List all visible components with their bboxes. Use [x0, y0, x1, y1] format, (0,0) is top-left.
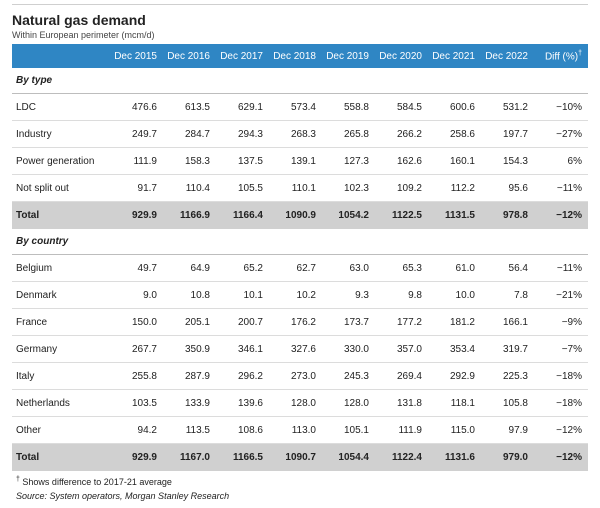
gas-demand-table	[12, 44, 588, 471]
table-row	[12, 175, 588, 202]
value-cell: 127.3	[322, 148, 375, 175]
total-row	[12, 202, 588, 230]
value-cell: 531.2	[481, 94, 534, 121]
value-cell: 176.2	[269, 309, 322, 336]
value-cell: 266.2	[375, 121, 428, 148]
value-cell: 131.8	[375, 390, 428, 417]
value-cell: 173.7	[322, 309, 375, 336]
column-header-dec-2019: Dec 2019	[322, 44, 375, 68]
value-cell: 49.7	[110, 255, 163, 282]
value-cell: 9.3	[322, 282, 375, 309]
value-cell: 94.2	[110, 417, 163, 444]
value-cell: 979.0	[481, 444, 534, 472]
value-cell: 65.2	[216, 255, 269, 282]
column-header-label	[12, 44, 110, 68]
value-cell: 1054.4	[322, 444, 375, 472]
value-cell: 558.8	[322, 94, 375, 121]
value-cell: 269.4	[375, 363, 428, 390]
diff-cell: −9%	[534, 309, 588, 336]
value-cell: 600.6	[428, 94, 481, 121]
page-title: Natural gas demand	[12, 12, 146, 28]
value-cell: 1166.4	[216, 202, 269, 230]
row-label: Industry	[12, 121, 110, 148]
value-cell: 160.1	[428, 148, 481, 175]
row-label: France	[12, 309, 110, 336]
row-label: Italy	[12, 363, 110, 390]
section-heading-row	[12, 229, 588, 255]
row-label: Germany	[12, 336, 110, 363]
value-cell: 1166.9	[163, 202, 216, 230]
table-row	[12, 390, 588, 417]
value-cell: 154.3	[481, 148, 534, 175]
column-header-dec-2020: Dec 2020	[375, 44, 428, 68]
row-label: Other	[12, 417, 110, 444]
table-row	[12, 309, 588, 336]
row-label: Total	[12, 202, 110, 230]
value-cell: 268.3	[269, 121, 322, 148]
value-cell: 1166.5	[216, 444, 269, 472]
row-label: Total	[12, 444, 110, 472]
page-subtitle: Within European perimeter (mcm/d)	[12, 30, 155, 40]
diff-cell: −12%	[534, 202, 588, 230]
diff-cell: −12%	[534, 417, 588, 444]
value-cell: 97.9	[481, 417, 534, 444]
value-cell: 10.0	[428, 282, 481, 309]
value-cell: 249.7	[110, 121, 163, 148]
row-label: LDC	[12, 94, 110, 121]
column-header-dec-2022: Dec 2022	[481, 44, 534, 68]
table-row	[12, 282, 588, 309]
diff-cell: 6%	[534, 148, 588, 175]
row-label: Denmark	[12, 282, 110, 309]
value-cell: 205.1	[163, 309, 216, 336]
top-divider	[12, 4, 588, 5]
value-cell: 103.5	[110, 390, 163, 417]
value-cell: 63.0	[322, 255, 375, 282]
value-cell: 245.3	[322, 363, 375, 390]
value-cell: 327.6	[269, 336, 322, 363]
value-cell: 1122.5	[375, 202, 428, 230]
value-cell: 629.1	[216, 94, 269, 121]
total-row	[12, 444, 588, 472]
value-cell: 95.6	[481, 175, 534, 202]
value-cell: 113.5	[163, 417, 216, 444]
section-heading: By type	[12, 68, 588, 94]
value-cell: 613.5	[163, 94, 216, 121]
diff-cell: −11%	[534, 255, 588, 282]
value-cell: 111.9	[375, 417, 428, 444]
diff-header-text: Diff (%)	[544, 51, 579, 63]
table-body	[12, 68, 588, 471]
table-row	[12, 148, 588, 175]
value-cell: 105.1	[322, 417, 375, 444]
value-cell: 292.9	[428, 363, 481, 390]
value-cell: 273.0	[269, 363, 322, 390]
value-cell: 258.6	[428, 121, 481, 148]
value-cell: 267.7	[110, 336, 163, 363]
value-cell: 294.3	[216, 121, 269, 148]
row-label: Netherlands	[12, 390, 110, 417]
value-cell: 110.1	[269, 175, 322, 202]
diff-header-marker: †	[578, 49, 582, 57]
table-header-row	[12, 44, 588, 68]
column-header-diff	[534, 44, 588, 68]
value-cell: 255.8	[110, 363, 163, 390]
value-cell: 1054.2	[322, 202, 375, 230]
column-header-dec-2021: Dec 2021	[428, 44, 481, 68]
source-note: Source: System operators, Morgan Stanley Research	[16, 491, 230, 501]
row-label: Belgium	[12, 255, 110, 282]
value-cell: 158.3	[163, 148, 216, 175]
table-row	[12, 363, 588, 390]
value-cell: 573.4	[269, 94, 322, 121]
value-cell: 1131.5	[428, 202, 481, 230]
row-label: Power generation	[12, 148, 110, 175]
value-cell: 10.2	[269, 282, 322, 309]
value-cell: 111.9	[110, 148, 163, 175]
value-cell: 91.7	[110, 175, 163, 202]
value-cell: 10.1	[216, 282, 269, 309]
value-cell: 133.9	[163, 390, 216, 417]
column-header-dec-2017: Dec 2017	[216, 44, 269, 68]
value-cell: 296.2	[216, 363, 269, 390]
footnote-text: Shows difference to 2017-21 average	[22, 477, 172, 487]
diff-cell: −7%	[534, 336, 588, 363]
value-cell: 476.6	[110, 94, 163, 121]
value-cell: 1167.0	[163, 444, 216, 472]
value-cell: 56.4	[481, 255, 534, 282]
value-cell: 108.6	[216, 417, 269, 444]
value-cell: 9.0	[110, 282, 163, 309]
table-row	[12, 94, 588, 121]
value-cell: 584.5	[375, 94, 428, 121]
footnote-marker: †	[16, 476, 20, 483]
value-cell: 115.0	[428, 417, 481, 444]
diff-cell: −21%	[534, 282, 588, 309]
value-cell: 929.9	[110, 202, 163, 230]
column-header-dec-2016: Dec 2016	[163, 44, 216, 68]
value-cell: 978.8	[481, 202, 534, 230]
value-cell: 350.9	[163, 336, 216, 363]
value-cell: 105.8	[481, 390, 534, 417]
diff-cell: −12%	[534, 444, 588, 472]
section-heading: By country	[12, 229, 588, 255]
value-cell: 181.2	[428, 309, 481, 336]
value-cell: 9.8	[375, 282, 428, 309]
table-row	[12, 121, 588, 148]
value-cell: 150.0	[110, 309, 163, 336]
value-cell: 102.3	[322, 175, 375, 202]
value-cell: 128.0	[269, 390, 322, 417]
value-cell: 225.3	[481, 363, 534, 390]
value-cell: 166.1	[481, 309, 534, 336]
diff-cell: −18%	[534, 363, 588, 390]
value-cell: 1122.4	[375, 444, 428, 472]
value-cell: 65.3	[375, 255, 428, 282]
value-cell: 200.7	[216, 309, 269, 336]
column-header-dec-2018: Dec 2018	[269, 44, 322, 68]
value-cell: 929.9	[110, 444, 163, 472]
row-label: Not split out	[12, 175, 110, 202]
value-cell: 118.1	[428, 390, 481, 417]
column-header-dec-2015: Dec 2015	[110, 44, 163, 68]
value-cell: 287.9	[163, 363, 216, 390]
value-cell: 10.8	[163, 282, 216, 309]
value-cell: 64.9	[163, 255, 216, 282]
value-cell: 162.6	[375, 148, 428, 175]
table-row	[12, 417, 588, 444]
value-cell: 319.7	[481, 336, 534, 363]
value-cell: 1090.7	[269, 444, 322, 472]
diff-cell: −10%	[534, 94, 588, 121]
value-cell: 137.5	[216, 148, 269, 175]
value-cell: 346.1	[216, 336, 269, 363]
table-row	[12, 336, 588, 363]
value-cell: 139.1	[269, 148, 322, 175]
value-cell: 353.4	[428, 336, 481, 363]
value-cell: 62.7	[269, 255, 322, 282]
value-cell: 330.0	[322, 336, 375, 363]
value-cell: 265.8	[322, 121, 375, 148]
value-cell: 197.7	[481, 121, 534, 148]
table-row	[12, 255, 588, 282]
diff-cell: −11%	[534, 175, 588, 202]
value-cell: 113.0	[269, 417, 322, 444]
value-cell: 139.6	[216, 390, 269, 417]
value-cell: 1090.9	[269, 202, 322, 230]
value-cell: 110.4	[163, 175, 216, 202]
value-cell: 7.8	[481, 282, 534, 309]
value-cell: 177.2	[375, 309, 428, 336]
diff-cell: −18%	[534, 390, 588, 417]
value-cell: 105.5	[216, 175, 269, 202]
value-cell: 357.0	[375, 336, 428, 363]
value-cell: 112.2	[428, 175, 481, 202]
value-cell: 128.0	[322, 390, 375, 417]
value-cell: 1131.6	[428, 444, 481, 472]
diff-cell: −27%	[534, 121, 588, 148]
value-cell: 109.2	[375, 175, 428, 202]
section-heading-row	[12, 68, 588, 94]
footnote	[12, 476, 588, 487]
value-cell: 61.0	[428, 255, 481, 282]
value-cell: 284.7	[163, 121, 216, 148]
